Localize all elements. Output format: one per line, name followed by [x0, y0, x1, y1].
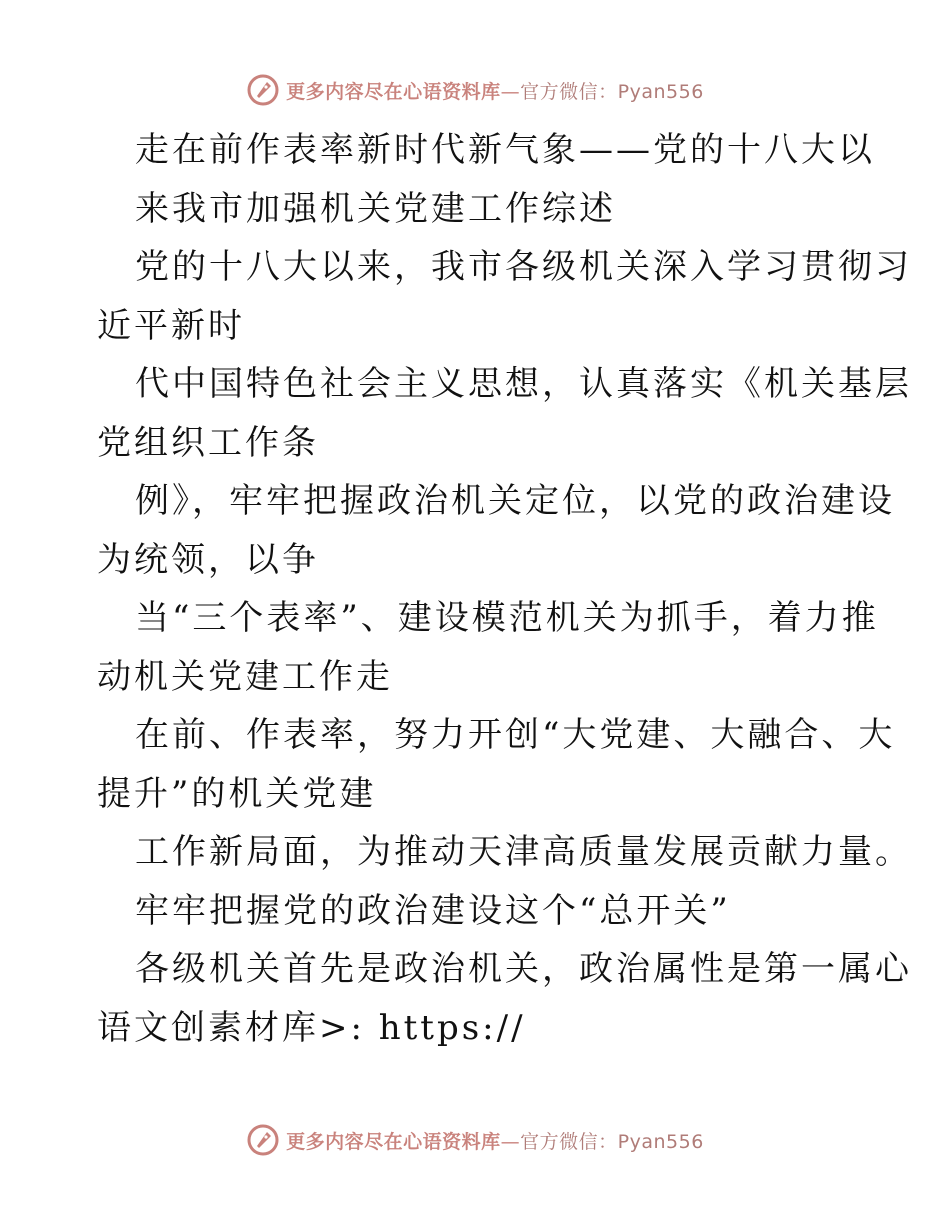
watermark-contact: 官方微信：Pyan556 — [520, 80, 704, 103]
header-watermark — [0, 70, 950, 110]
title-line-2: 来我市加强机关党建工作综述 — [135, 188, 616, 229]
paragraph-line: 为统领，以争 — [97, 539, 319, 580]
section-heading: 牢牢把握党的政治建设这个“总开关” — [135, 890, 731, 931]
paragraph-line: 工作新局面，为推动天津高质量发展贡献力量。 — [135, 832, 912, 872]
watermark-separator: — — [500, 1130, 521, 1153]
watermark-brand: 更多内容尽在心语资料库 — [286, 80, 501, 103]
paragraph-line: 语文创素材库>: https:// — [97, 1007, 526, 1048]
title-line-1: 走在前作表率新时代新气象——党的十八大以 — [135, 130, 875, 170]
paragraph-line: 提升”的机关党建 — [97, 773, 377, 814]
paragraph-line: 近平新时 — [97, 305, 245, 346]
paragraph-line: 各级机关首先是政治机关，政治属性是第一属心 — [135, 949, 912, 989]
footer-watermark — [0, 1120, 950, 1160]
document-body — [97, 121, 912, 1057]
watermark-separator: — — [500, 80, 521, 103]
pen-nib-circle-icon — [246, 1123, 280, 1157]
watermark-contact: 官方微信：Pyan556 — [520, 1130, 704, 1153]
paragraph-line: 代中国特色社会主义思想，认真落实《机关基层 — [135, 364, 912, 404]
pen-nib-circle-icon — [246, 73, 280, 107]
paragraph-line: 例》，牢牢把握政治机关定位，以党的政治建设 — [135, 481, 895, 521]
paragraph-line: 动机关党建工作走 — [97, 656, 393, 697]
paragraph-line: 当“三个表率”、建设模范机关为抓手，着力推 — [135, 598, 879, 638]
paragraph-line: 党的十八大以来，我市各级机关深入学习贯彻习 — [135, 247, 912, 287]
watermark-brand: 更多内容尽在心语资料库 — [286, 1130, 501, 1153]
paragraph-line: 在前、作表率，努力开创“大党建、大融合、大 — [135, 715, 896, 755]
paragraph-line: 党组织工作条 — [97, 422, 319, 463]
